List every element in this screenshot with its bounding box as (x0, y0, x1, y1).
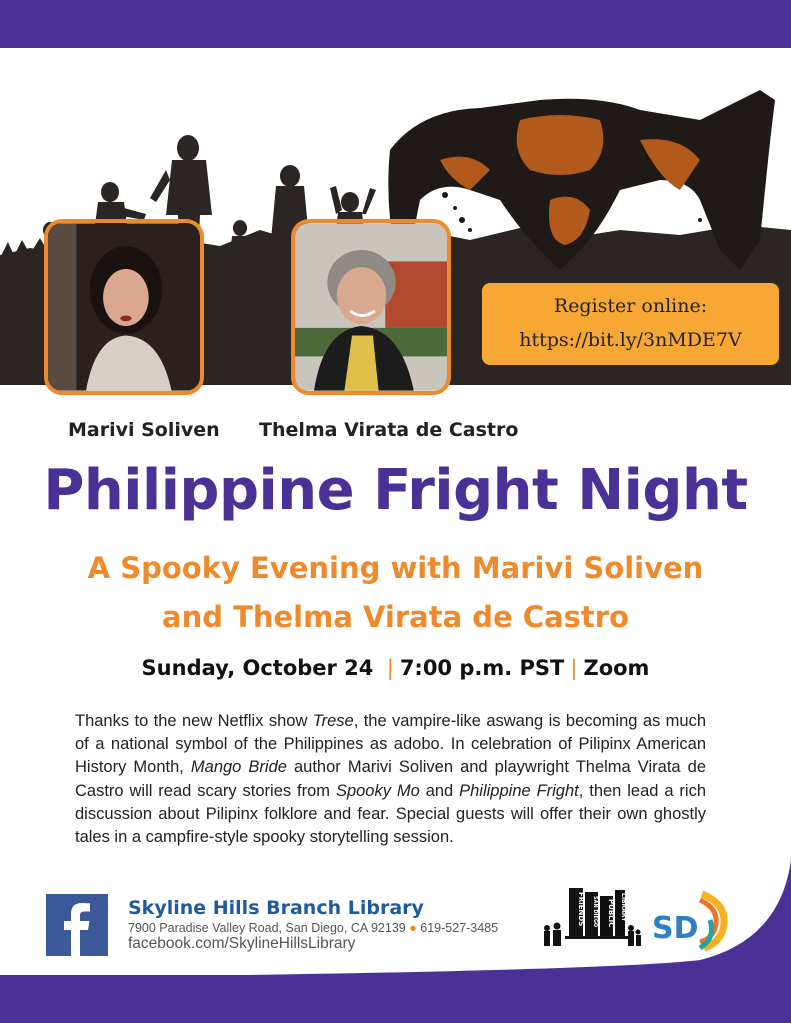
friends-library-logo (541, 886, 641, 950)
separator: | (570, 656, 578, 680)
library-address: 7900 Paradise Valley Road, San Diego, CA 92139 (128, 921, 406, 935)
library-name: Skyline Hills Branch Library (128, 897, 424, 919)
friends-logo-text: SAN DIEGO (592, 896, 598, 928)
library-phone: 619-527-3485 (420, 921, 499, 935)
event-location: Zoom (583, 656, 650, 680)
speaker-photo-marivi (44, 219, 204, 395)
register-label: Register online: (553, 295, 708, 317)
description-show-title: Trese (312, 712, 354, 730)
event-datetime (0, 656, 791, 680)
friends-logo-text: FRIENDS (577, 892, 585, 927)
register-online-box[interactable] (482, 283, 779, 365)
bullet-separator: ● (409, 921, 417, 935)
description-work-title: Philippine Fright (459, 781, 579, 800)
speaker-caption-thelma: Thelma Virata de Castro (259, 419, 519, 441)
library-address-line (128, 921, 498, 935)
friends-logo-text: PUBLIC (607, 899, 615, 928)
event-time: 7:00 p.m. PST (399, 656, 565, 680)
speaker-caption-marivi: Marivi Soliven (68, 419, 220, 441)
description-text: , then lead a rich discussion about Pilipinx folklore and fear. Special guests will offer their own ghostly tales in a campfire-style spooky storytelling session. (75, 781, 706, 847)
description-book-title: Mango Bride (190, 758, 287, 777)
description-work-title: Spooky Mo (335, 781, 420, 800)
bottom-purple-bar (0, 975, 791, 1023)
event-date: Sunday, October 24 (141, 656, 374, 680)
description-text: , the vampire-like aswang is becoming as much of a national symbol of the Philippines as adobo. In celebration of Pilipinx American History Month, (75, 712, 706, 777)
sd-logo-text: SD (652, 911, 699, 946)
sd-city-logo (650, 890, 730, 952)
facebook-icon[interactable] (46, 894, 108, 956)
speaker-photo-thelma (291, 219, 451, 395)
register-url-link[interactable]: https://bit.ly/3nMDE7V (519, 329, 742, 351)
friends-logo-text: LIBRARY (620, 893, 627, 922)
description-text: Thanks to the new Netflix show (75, 712, 313, 730)
event-title: Philippine Fright Night (43, 458, 748, 523)
description-text: author Marivi Soliven and playwright Thelma Virata de Castro will read scary stories from (75, 758, 706, 800)
top-purple-bar (0, 0, 791, 48)
description-text: and (419, 781, 460, 800)
event-description (75, 710, 706, 849)
library-facebook-link[interactable]: facebook.com/SkylineHillsLibrary (128, 935, 356, 952)
separator: | (386, 656, 394, 680)
event-subtitle-line2: and Thelma Virata de Castro (162, 600, 629, 634)
event-subtitle-line1: A Spooky Evening with Marivi Soliven (87, 551, 704, 585)
